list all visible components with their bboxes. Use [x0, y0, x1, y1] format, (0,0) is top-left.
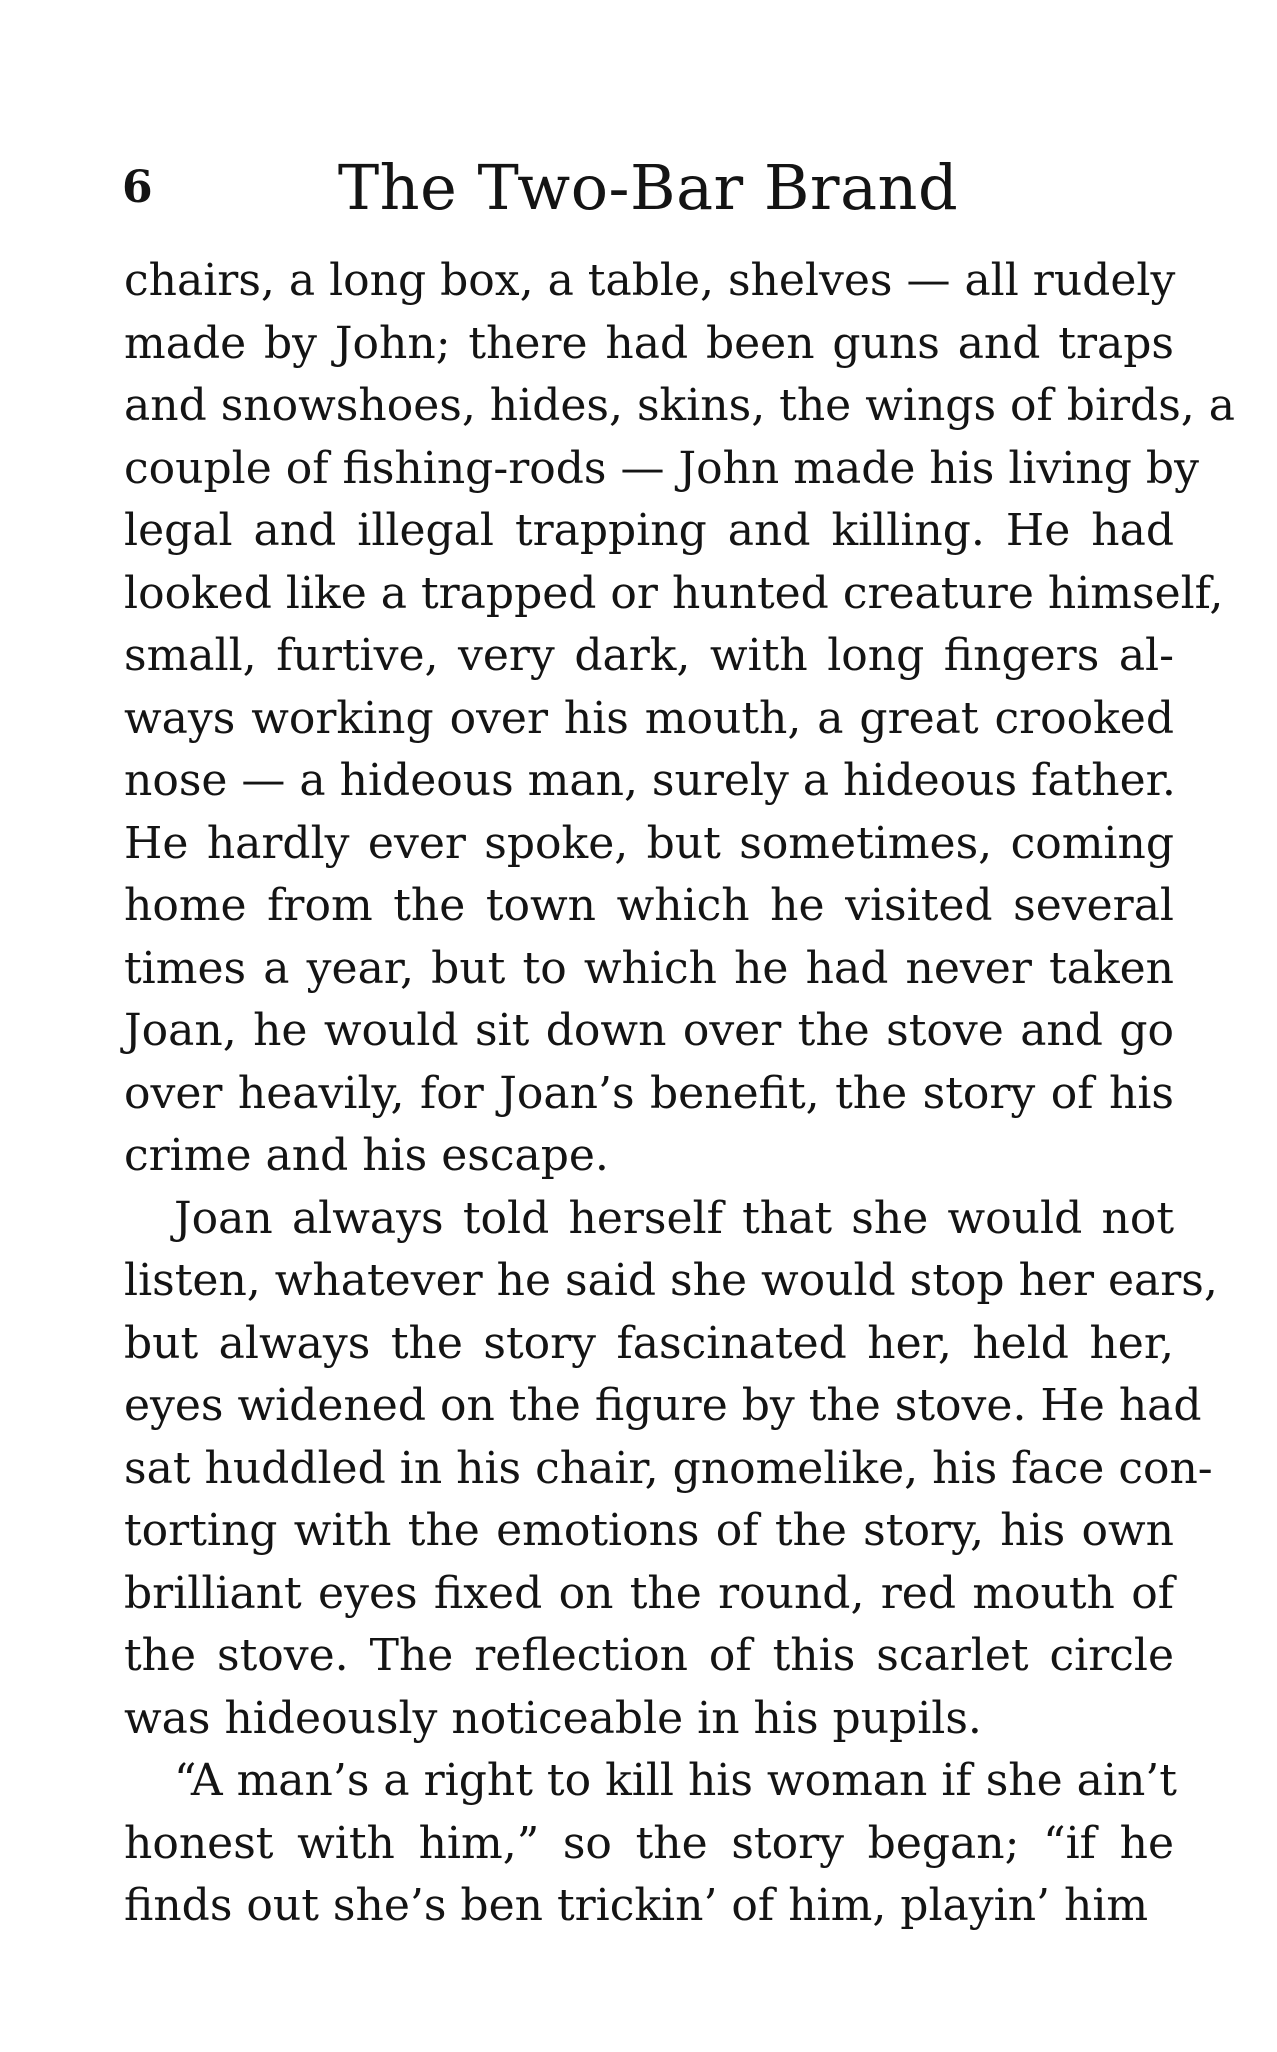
text-line: small, furtive, very dark, with long fingers al- [124, 630, 1174, 681]
text-line: looked like a trapped or hunted creature himself, [124, 567, 1224, 619]
text-line: brilliant eyes fixed on the round, red mouth of [124, 1567, 1174, 1619]
text-line: legal and illegal trapping and killing. He had [124, 505, 1174, 556]
text-line: Joan always told herself that she would not [174, 1192, 1174, 1244]
text-line: ways working over his mouth, a great crooked [124, 692, 1174, 744]
text-line: finds out she’s ben trickin’ of him, playin’ him [124, 1880, 1149, 1931]
running-title: The Two-Bar Brand [337, 151, 959, 224]
text-line: but always the story fascinated her, held her, [124, 1317, 1174, 1369]
text-line: torting with the emotions of the story, his own [124, 1505, 1174, 1556]
text-line: crime and his escape. [124, 1130, 609, 1181]
text-line: chairs, a long box, a table, shelves — all rudely [124, 255, 1176, 306]
text-line: nose — a hideous man, surely a hideous father. [124, 755, 1176, 806]
text-line: sat huddled in his chair, gnomelike, his face con- [124, 1442, 1213, 1494]
text-line: honest with him,” so the story began; “if he [124, 1817, 1174, 1869]
running-head [122, 150, 1174, 230]
paragraph [124, 1750, 1177, 1938]
body-text [124, 250, 1235, 1938]
paragraph [124, 250, 1235, 1188]
text-line: “A man’s a right to kill his woman if she ain’t [174, 1755, 1177, 1806]
text-line: made by John; there had been guns and traps [124, 317, 1174, 369]
text-line: over heavily, for Joan’s benefit, the story of his [124, 1067, 1174, 1119]
text-line: Joan, he would sit down over the stove and go [124, 1005, 1174, 1056]
text-line: times a year, but to which he had never taken [124, 942, 1174, 994]
text-line: the stove. The reflection of this scarlet circle [124, 1630, 1174, 1681]
text-line: listen, whatever he said she would stop her ears, [124, 1255, 1218, 1306]
text-line: He hardly ever spoke, but sometimes, coming [124, 817, 1174, 869]
text-line: eyes widened on the figure by the stove. He had [124, 1380, 1202, 1431]
text-line: was hideously noticeable in his pupils. [124, 1692, 982, 1744]
text-line: home from the town which he visited several [124, 880, 1174, 931]
page-number: 6 [122, 162, 153, 213]
text-line: couple of fishing-rods — John made his living by [124, 442, 1199, 494]
paragraph [124, 1188, 1218, 1751]
text-line: and snowshoes, hides, skins, the wings of birds, a [124, 380, 1235, 431]
